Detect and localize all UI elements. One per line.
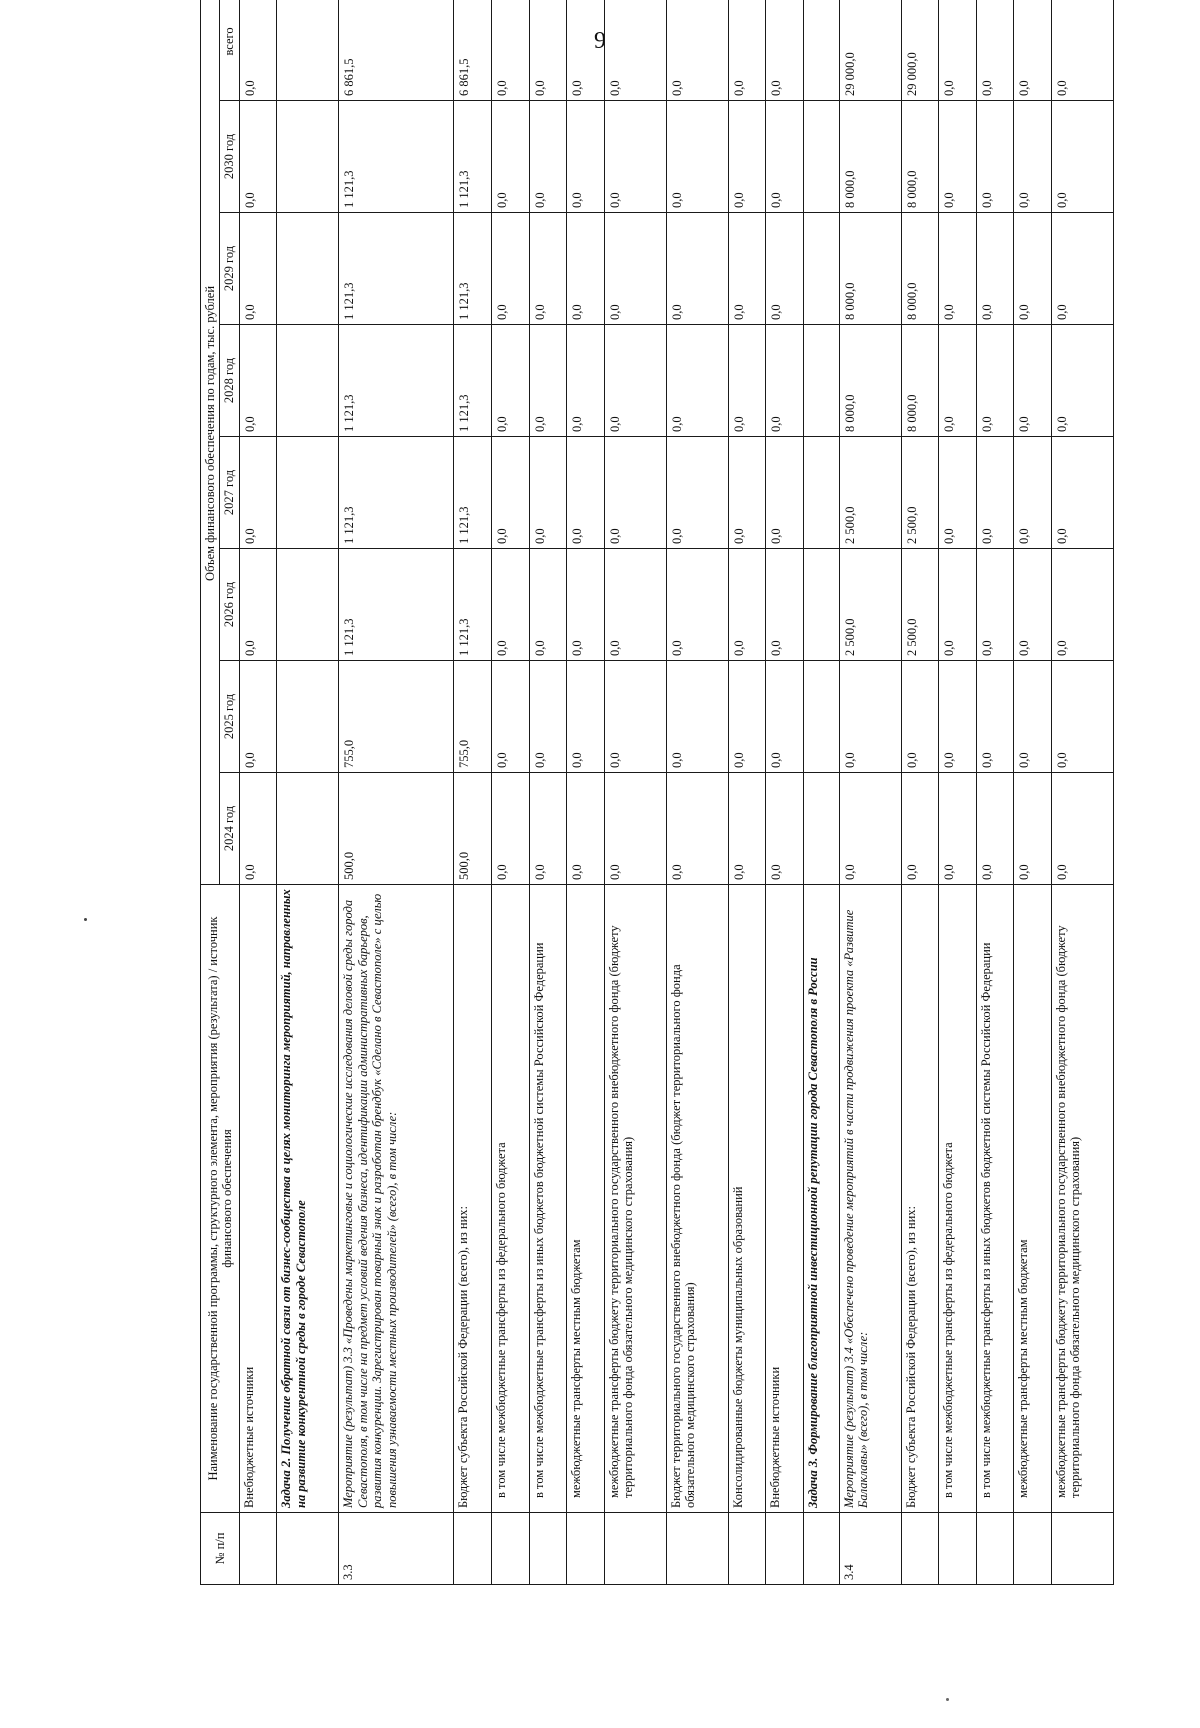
value-cell: 0,0	[604, 0, 666, 101]
value-cell	[803, 0, 839, 101]
value-cell: 0,0	[939, 213, 977, 325]
value-cell: 0,0	[976, 101, 1014, 213]
header-name: Наименование государственной программы, структурного элемента, мероприятия (результата) / источник финансового обеспечения	[201, 885, 240, 1513]
value-cell	[803, 325, 839, 437]
value-cell	[803, 773, 839, 885]
value-cell: 0,0	[666, 437, 728, 549]
value-cell: 29 000,0	[839, 0, 901, 101]
value-cell: 0,0	[567, 661, 605, 773]
value-cell: 8 000,0	[901, 325, 939, 437]
value-cell: 0,0	[766, 773, 804, 885]
value-cell: 0,0	[529, 0, 567, 101]
value-cell: 0,0	[976, 437, 1014, 549]
value-cell: 0,0	[766, 661, 804, 773]
value-cell: 0,0	[492, 661, 530, 773]
row-name: межбюджетные трансферты бюджету территориального государственного внебюджетного фонда (бюджету территориального фонда обязательного медицинского страхования)	[604, 885, 666, 1513]
value-cell	[277, 773, 339, 885]
value-cell: 8 000,0	[901, 213, 939, 325]
value-cell: 0,0	[766, 437, 804, 549]
table-row	[976, 0, 1014, 1585]
value-cell: 0,0	[976, 0, 1014, 101]
table-row	[839, 0, 901, 1585]
table-row	[239, 0, 277, 1585]
value-cell: 0,0	[939, 101, 977, 213]
value-cell	[803, 437, 839, 549]
value-cell: 0,0	[1051, 437, 1113, 549]
value-cell: 0,0	[976, 661, 1014, 773]
row-number	[803, 1513, 839, 1585]
table-row	[803, 0, 839, 1585]
value-cell: 755,0	[454, 661, 492, 773]
value-cell: 0,0	[529, 773, 567, 885]
row-name: в том числе межбюджетные трансферты из иных бюджетов бюджетной системы Российской Федерации	[976, 885, 1014, 1513]
row-name: Задача 2. Получение обратной связи от бизнес-сообщества в целях мониторинга мероприятий, направленных на развитие конкурентной среды в городе Севастополе	[277, 885, 339, 1513]
row-number	[277, 1513, 339, 1585]
value-cell: 8 000,0	[901, 101, 939, 213]
value-cell: 0,0	[666, 661, 728, 773]
value-cell: 0,0	[666, 325, 728, 437]
row-name: межбюджетные трансферты местным бюджетам	[567, 885, 605, 1513]
value-cell: 0,0	[492, 0, 530, 101]
financing-table	[200, 0, 1114, 1585]
value-cell: 0,0	[239, 773, 277, 885]
value-cell: 500,0	[454, 773, 492, 885]
value-cell: 0,0	[1051, 101, 1113, 213]
value-cell: 0,0	[567, 101, 605, 213]
value-cell: 0,0	[1051, 549, 1113, 661]
scan-artifact-dot	[84, 918, 87, 921]
value-cell: 0,0	[1051, 213, 1113, 325]
value-cell: 0,0	[728, 101, 766, 213]
value-cell: 1 121,3	[339, 437, 454, 549]
table-row	[901, 0, 939, 1585]
row-number	[604, 1513, 666, 1585]
header-group-title: Объем финансового обеспечения по годам, тыс. рублей	[201, 0, 220, 885]
value-cell: 0,0	[1014, 0, 1052, 101]
value-cell: 0,0	[1014, 437, 1052, 549]
row-number	[939, 1513, 977, 1585]
value-cell: 0,0	[728, 661, 766, 773]
table-row	[567, 0, 605, 1585]
value-cell: 0,0	[901, 773, 939, 885]
row-number: 3.3	[339, 1513, 454, 1585]
value-cell: 0,0	[239, 0, 277, 101]
value-cell: 0,0	[728, 549, 766, 661]
table-row	[766, 0, 804, 1585]
page-number: 9	[594, 28, 606, 54]
value-cell	[277, 661, 339, 773]
value-cell: 0,0	[239, 101, 277, 213]
row-name: Задача 3. Формирование благоприятной инвестиционной репутации города Севастополя в России	[803, 885, 839, 1513]
value-cell: 1 121,3	[339, 325, 454, 437]
value-cell: 0,0	[766, 549, 804, 661]
value-cell: 0,0	[666, 773, 728, 885]
header-year: всего	[220, 0, 239, 101]
value-cell: 1 121,3	[454, 437, 492, 549]
value-cell: 0,0	[529, 101, 567, 213]
header-year: 2029 год	[220, 213, 239, 325]
value-cell: 0,0	[901, 661, 939, 773]
value-cell: 0,0	[1014, 325, 1052, 437]
value-cell: 0,0	[939, 549, 977, 661]
value-cell: 0,0	[604, 325, 666, 437]
value-cell: 0,0	[529, 213, 567, 325]
value-cell: 0,0	[604, 661, 666, 773]
header-year: 2026 год	[220, 549, 239, 661]
value-cell: 0,0	[1051, 661, 1113, 773]
value-cell	[277, 325, 339, 437]
header-year: 2028 год	[220, 325, 239, 437]
value-cell: 0,0	[567, 325, 605, 437]
row-name: Бюджет субъекта Российской Федерации (всего), из них:	[901, 885, 939, 1513]
value-cell: 0,0	[728, 213, 766, 325]
value-cell: 0,0	[939, 773, 977, 885]
table-row	[939, 0, 977, 1585]
value-cell: 0,0	[239, 437, 277, 549]
table-row	[492, 0, 530, 1585]
row-name: межбюджетные трансферты бюджету территориального государственного внебюджетного фонда (бюджету территориального фонда обязательного медицинского страхования)	[1051, 885, 1113, 1513]
header-number: № п/п	[201, 1513, 240, 1585]
value-cell: 0,0	[728, 773, 766, 885]
value-cell	[803, 661, 839, 773]
value-cell: 0,0	[529, 661, 567, 773]
row-number	[666, 1513, 728, 1585]
row-number: 3.4	[839, 1513, 901, 1585]
value-cell: 0,0	[939, 0, 977, 101]
value-cell: 0,0	[839, 773, 901, 885]
row-number	[239, 1513, 277, 1585]
value-cell: 0,0	[567, 437, 605, 549]
value-cell: 0,0	[666, 0, 728, 101]
table-row	[728, 0, 766, 1585]
value-cell	[803, 213, 839, 325]
value-cell: 0,0	[1014, 661, 1052, 773]
row-number	[1051, 1513, 1113, 1585]
value-cell: 0,0	[529, 325, 567, 437]
value-cell: 0,0	[567, 549, 605, 661]
value-cell: 2 500,0	[901, 437, 939, 549]
header-year: 2030 год	[220, 101, 239, 213]
row-name: Бюджет территориального государственного внебюджетного фонда (бюджет территориального фонда обязательного медицинского страхования)	[666, 885, 728, 1513]
table-row	[454, 0, 492, 1585]
scan-artifact-dot-bottom	[946, 1698, 949, 1701]
value-cell	[803, 101, 839, 213]
row-name: Мероприятие (результат) 3.4 «Обеспечено проведение мероприятий в части продвижения проекта «Развитие Балаклавы» (всего), в том числе:	[839, 885, 901, 1513]
value-cell: 8 000,0	[839, 213, 901, 325]
value-cell: 0,0	[492, 101, 530, 213]
value-cell: 0,0	[239, 549, 277, 661]
value-cell: 8 000,0	[839, 101, 901, 213]
value-cell	[277, 0, 339, 101]
table-row	[604, 0, 666, 1585]
header-year: 2027 год	[220, 437, 239, 549]
value-cell: 0,0	[604, 213, 666, 325]
value-cell: 0,0	[604, 437, 666, 549]
row-number	[1014, 1513, 1052, 1585]
value-cell: 0,0	[766, 101, 804, 213]
value-cell: 0,0	[492, 549, 530, 661]
value-cell: 0,0	[567, 773, 605, 885]
value-cell: 0,0	[728, 0, 766, 101]
value-cell: 755,0	[339, 661, 454, 773]
value-cell: 0,0	[1014, 549, 1052, 661]
value-cell: 0,0	[976, 773, 1014, 885]
row-number	[766, 1513, 804, 1585]
value-cell: 0,0	[492, 325, 530, 437]
row-number	[529, 1513, 567, 1585]
table-row	[1014, 0, 1052, 1585]
value-cell: 0,0	[492, 437, 530, 549]
row-name: Консолидированные бюджеты муниципальных образований	[728, 885, 766, 1513]
row-name: межбюджетные трансферты местным бюджетам	[1014, 885, 1052, 1513]
value-cell: 0,0	[666, 549, 728, 661]
value-cell: 0,0	[239, 325, 277, 437]
value-cell: 2 500,0	[901, 549, 939, 661]
row-number	[492, 1513, 530, 1585]
value-cell: 0,0	[567, 213, 605, 325]
value-cell	[277, 213, 339, 325]
value-cell: 0,0	[976, 325, 1014, 437]
row-number	[976, 1513, 1014, 1585]
value-cell: 0,0	[1014, 213, 1052, 325]
value-cell: 0,0	[529, 549, 567, 661]
value-cell: 0,0	[239, 213, 277, 325]
row-name: в том числе межбюджетные трансферты из федерального бюджета	[492, 885, 530, 1513]
row-number	[454, 1513, 492, 1585]
table-row	[339, 0, 454, 1585]
value-cell: 0,0	[766, 0, 804, 101]
row-number	[567, 1513, 605, 1585]
rotated-table-container	[200, 27, 1114, 1585]
value-cell: 0,0	[728, 437, 766, 549]
value-cell: 0,0	[728, 325, 766, 437]
row-name: Мероприятие (результат) 3.3 «Проведены маркетинговые и социологические исследования деловой среды города Севастополя, в том числе на предмет условий ведения бизнеса, идентификации административных барьеров, развития конкуренции. Зарегистрирован товарный знак и разработан брендбук «Сделано в Севастополе» с целью повышения узнаваемости местных производителей» (всего), в том числе:	[339, 885, 454, 1513]
value-cell	[277, 101, 339, 213]
row-name: Внебюджетные источники	[239, 885, 277, 1513]
value-cell: 0,0	[766, 213, 804, 325]
value-cell: 0,0	[604, 101, 666, 213]
value-cell: 0,0	[604, 773, 666, 885]
value-cell: 6 861,5	[454, 0, 492, 101]
value-cell: 0,0	[239, 661, 277, 773]
value-cell: 0,0	[1014, 101, 1052, 213]
value-cell: 0,0	[1051, 773, 1113, 885]
value-cell: 0,0	[529, 437, 567, 549]
table-row	[666, 0, 728, 1585]
value-cell: 0,0	[492, 213, 530, 325]
value-cell: 1 121,3	[454, 325, 492, 437]
row-name: в том числе межбюджетные трансферты из иных бюджетов бюджетной системы Российской Федерации	[529, 885, 567, 1513]
value-cell: 8 000,0	[839, 325, 901, 437]
value-cell: 0,0	[1051, 0, 1113, 101]
value-cell: 0,0	[1051, 325, 1113, 437]
value-cell	[803, 549, 839, 661]
value-cell: 1 121,3	[454, 549, 492, 661]
value-cell: 0,0	[939, 437, 977, 549]
value-cell: 6 861,5	[339, 0, 454, 101]
row-number	[728, 1513, 766, 1585]
value-cell: 1 121,3	[339, 213, 454, 325]
row-name: Бюджет субъекта Российской Федерации (всего), из них:	[454, 885, 492, 1513]
table-row	[277, 0, 339, 1585]
value-cell: 1 121,3	[339, 101, 454, 213]
value-cell: 0,0	[604, 549, 666, 661]
value-cell: 500,0	[339, 773, 454, 885]
header-year: 2025 год	[220, 661, 239, 773]
value-cell: 2 500,0	[839, 549, 901, 661]
table-row	[1051, 0, 1113, 1585]
value-cell: 29 000,0	[901, 0, 939, 101]
table-row	[529, 0, 567, 1585]
value-cell: 0,0	[666, 101, 728, 213]
value-cell: 0,0	[766, 325, 804, 437]
value-cell	[277, 549, 339, 661]
value-cell: 0,0	[976, 549, 1014, 661]
table-body	[239, 0, 1113, 1585]
value-cell: 0,0	[939, 661, 977, 773]
value-cell: 0,0	[666, 213, 728, 325]
header-row-1	[201, 0, 220, 1585]
value-cell: 0,0	[1014, 773, 1052, 885]
row-name: в том числе межбюджетные трансферты из федерального бюджета	[939, 885, 977, 1513]
value-cell: 1 121,3	[339, 549, 454, 661]
value-cell: 2 500,0	[839, 437, 901, 549]
value-cell: 0,0	[567, 0, 605, 101]
value-cell: 1 121,3	[454, 213, 492, 325]
value-cell: 0,0	[939, 325, 977, 437]
row-number	[901, 1513, 939, 1585]
value-cell: 0,0	[839, 661, 901, 773]
value-cell	[277, 437, 339, 549]
row-name: Внебюджетные источники	[766, 885, 804, 1513]
value-cell: 0,0	[492, 773, 530, 885]
value-cell: 0,0	[976, 213, 1014, 325]
value-cell: 1 121,3	[454, 101, 492, 213]
header-year: 2024 год	[220, 773, 239, 885]
